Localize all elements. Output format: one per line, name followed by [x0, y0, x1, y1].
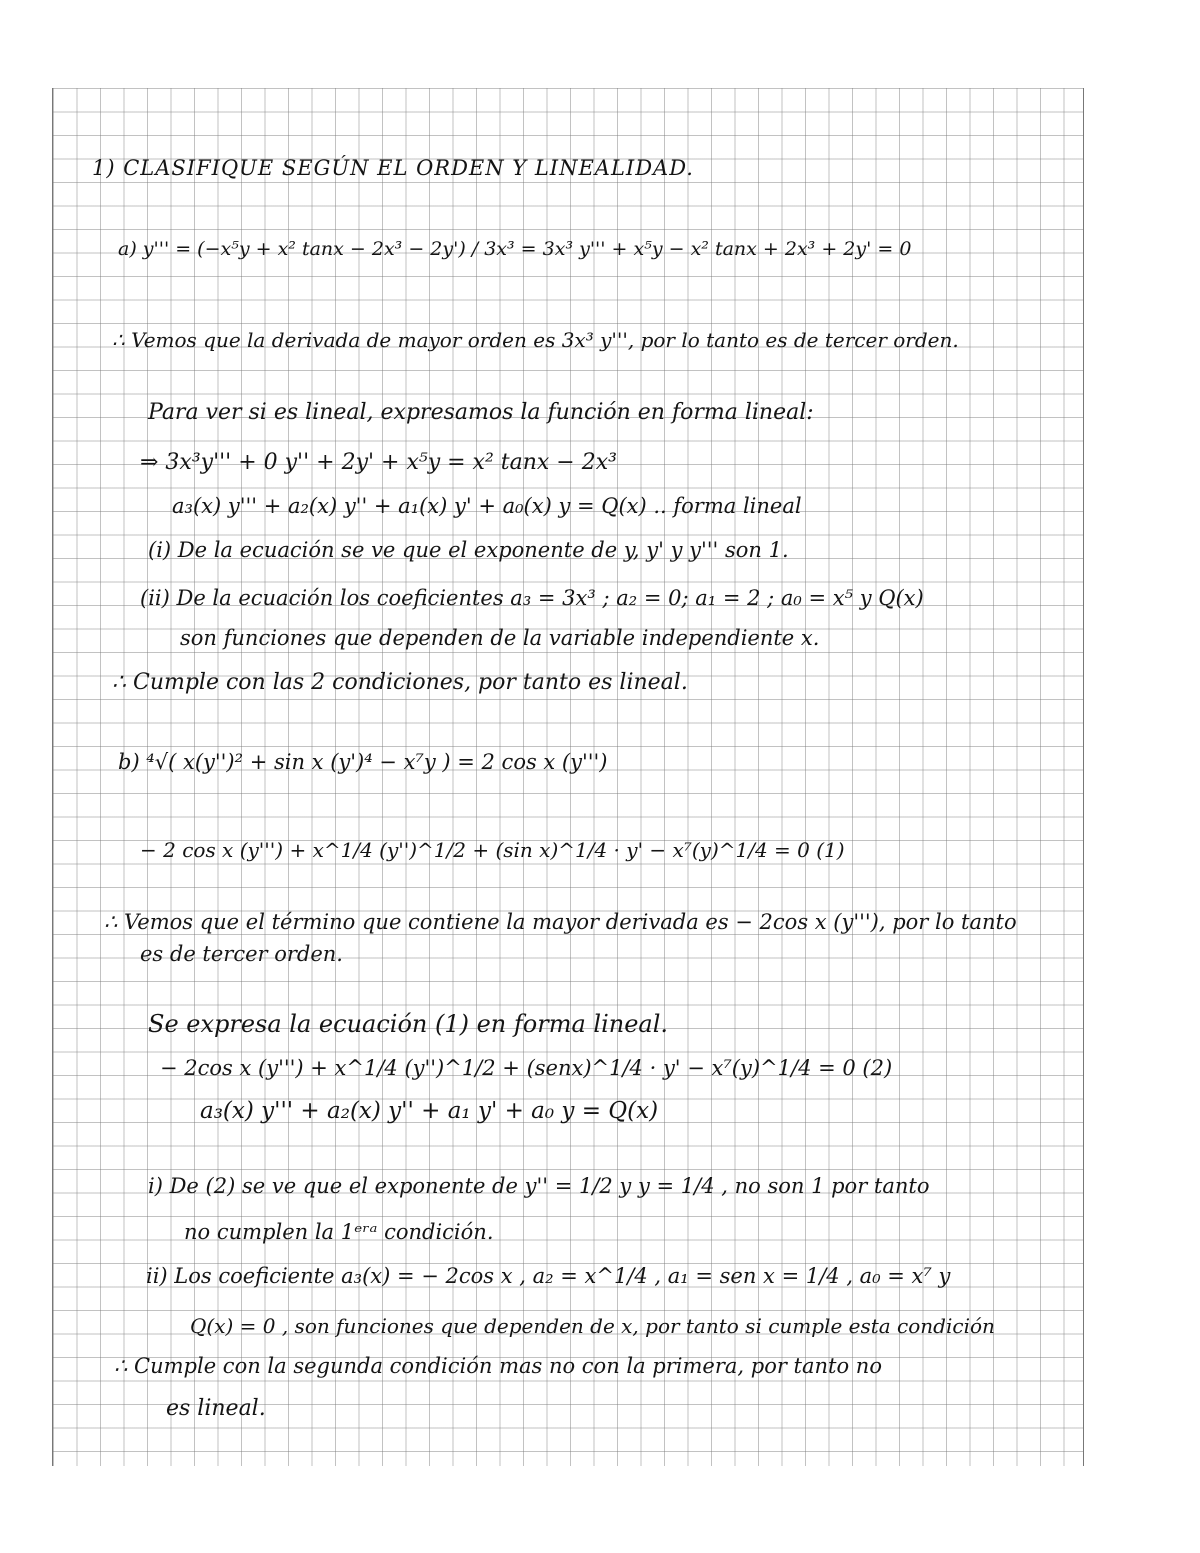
part-b-conclusion: ∴ Cumple con la segunda condición mas no con la primera, por tanto no	[114, 1354, 882, 1378]
part-b-conclusion-cont: es lineal.	[166, 1396, 266, 1421]
graph-paper-sheet	[52, 88, 1084, 1466]
part-a-condition-ii-cont: son funciones que dependen de la variable independiente x.	[180, 626, 820, 650]
exercise-title: 1) CLASIFIQUE SEGÚN EL ORDEN Y LINEALIDAD.	[92, 156, 694, 180]
part-a-condition-ii: (ii) De la ecuación los coeficientes a₃ = 3x³ ; a₂ = 0; a₁ = 2 ; a₀ = x⁵ y Q(x)	[140, 586, 924, 610]
part-b-order-statement-cont: es de tercer orden.	[140, 942, 343, 966]
part-a-order-statement: ∴ Vemos que la derivada de mayor orden es 3x³ y''', por lo tanto es de tercer orden.	[112, 328, 959, 352]
part-a-linear-expression: ⇒ 3x³y''' + 0 y'' + 2y' + x⁵y = x² tanx − 2x³	[140, 450, 617, 475]
part-b-condition-ii-cont: Q(x) = 0 , son funciones que dependen de x, por tanto si cumple esta condición	[190, 1314, 995, 1338]
part-b-condition-ii: ii) Los coeficiente a₃(x) = − 2cos x , a₂ = x^1/4 , a₁ = sen x = 1/4 , a₀ = x⁷ y	[146, 1264, 951, 1288]
part-a-conclusion: ∴ Cumple con las 2 condiciones, por tanto es lineal.	[112, 670, 688, 695]
part-a-condition-i: (i) De la ecuación se ve que el exponente de y, y' y y''' son 1.	[148, 538, 789, 562]
part-a-equation: a) y''' = (−x⁵y + x² tanx − 2x³ − 2y') / 3x³ = 3x³ y''' + x⁵y − x² tanx + 2x³ + 2y' = 0	[118, 238, 912, 260]
part-b-linear-form: a₃(x) y''' + a₂(x) y'' + a₁ y' + a₀ y = Q(x)	[200, 1098, 659, 1124]
part-b-linearity-intro: Se expresa la ecuación (1) en forma lineal.	[148, 1010, 669, 1038]
part-b-rearranged-equation: − 2 cos x (y''') + x^1/4 (y'')^1/2 + (sin x)^1/4 · y' − x⁷(y)^1/4 = 0 (1)	[140, 838, 845, 862]
part-b-condition-i-cont: no cumplen la 1ᵉʳᵃ condición.	[184, 1220, 494, 1244]
part-a-linearity-intro: Para ver si es lineal, expresamos la función en forma lineal:	[148, 400, 814, 425]
part-b-condition-i: i) De (2) se ve que el exponente de y'' = 1/2 y y = 1/4 , no son 1 por tanto	[148, 1174, 930, 1198]
part-b-equation: b) ⁴√( x(y'')² + sin x (y')⁴ − x⁷y ) = 2 cos x (y''')	[118, 750, 608, 774]
part-b-linear-expression: − 2cos x (y''') + x^1/4 (y'')^1/2 + (senx)^1/4 · y' − x⁷(y)^1/4 = 0 (2)	[160, 1056, 893, 1080]
part-a-linear-form: a₃(x) y''' + a₂(x) y'' + a₁(x) y' + a₀(x) y = Q(x) .. forma lineal	[172, 494, 802, 518]
part-b-order-statement: ∴ Vemos que el término que contiene la mayor derivada es − 2cos x (y'''), por lo tanto	[104, 910, 1017, 934]
